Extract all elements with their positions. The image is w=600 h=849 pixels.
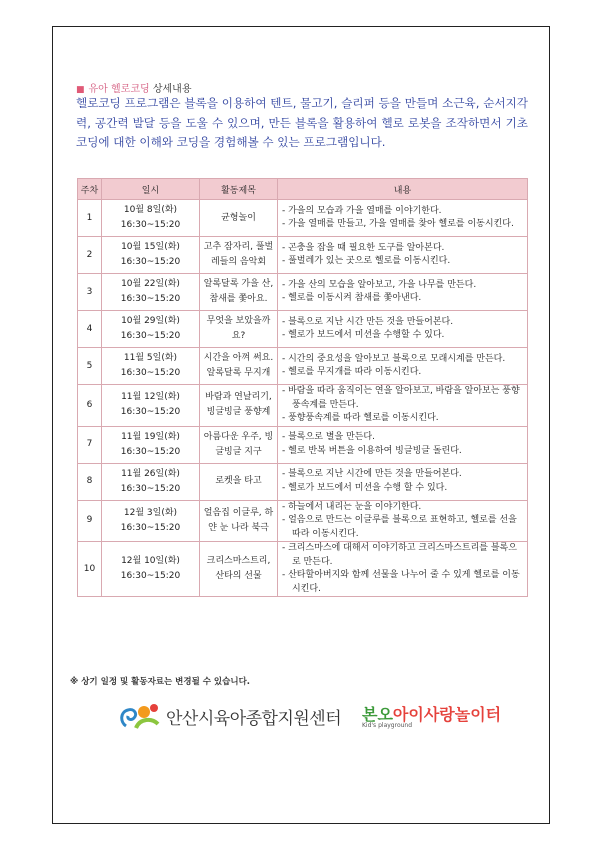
- activity-title: 얼음집 이글루, 하얀 눈 나라 북극: [203, 507, 274, 533]
- org-name: 안산시육아종합지원센터: [166, 709, 342, 729]
- activity-title: 아름다운 우주, 빙글빙글 지구: [203, 431, 274, 457]
- cell-week: [78, 426, 102, 463]
- week-number: 8: [86, 476, 93, 486]
- session-date: 10월 29일(화): [121, 316, 180, 326]
- session-time: 16:30~15:20: [120, 294, 181, 304]
- cell-datetime: [102, 385, 200, 427]
- title-rest: 상세내용: [152, 84, 192, 95]
- cell-week: [78, 274, 102, 311]
- content-line: - 가을의 모습과 가을 열매를 이야기한다.: [282, 205, 442, 216]
- cell-content: [278, 237, 528, 274]
- table-row: [78, 542, 528, 597]
- center-logo-icon: [118, 700, 162, 732]
- cell-activity-title: [200, 500, 278, 542]
- week-number: 10: [83, 563, 96, 574]
- cell-activity-title: [200, 200, 278, 237]
- session-date: 11월 5일(화): [123, 353, 178, 363]
- cell-datetime: [102, 237, 200, 274]
- content-line: - 풍향풍속계를 따라 헬로를 이동시킨다.: [282, 413, 439, 423]
- cell-activity-title: [200, 542, 278, 597]
- content-line: - 블록으로 지난 시간 만든 것을 만들어본다.: [282, 316, 454, 327]
- cell-activity-title: [200, 385, 278, 427]
- cell-datetime: [102, 426, 200, 463]
- week-number: 4: [86, 323, 93, 334]
- session-time: 16:30~15:20: [120, 483, 181, 494]
- content-line: - 얼음으로 만드는 이글루를 블록으로 표현하고, 헬로를 선을 따라 이동시킨다.: [282, 515, 517, 539]
- cell-content: [278, 200, 528, 237]
- activity-title: 시간을 아껴 써요. 알록달록 무지개: [203, 353, 274, 378]
- cell-datetime: [102, 348, 200, 385]
- header-week: 주차: [78, 179, 102, 200]
- content-line: - 헬로가 보드에서 미션을 수행할 수 있다.: [282, 330, 445, 340]
- session-time: 16:30~15:20: [120, 522, 181, 533]
- session-date: 12월 10일(화): [121, 556, 180, 566]
- session-date: 11월 19일(화): [121, 431, 180, 442]
- content-line: - 바람을 따라 움직이는 연을 알아보고, 바람을 알아보는 풍향풍속계를 만든다.: [282, 386, 520, 410]
- week-number: 6: [86, 399, 93, 410]
- content-line: - 헬로를 이동시켜 참새를 쫓아낸다.: [282, 293, 422, 303]
- brand-name: 본오아이사랑놀이터: [362, 705, 502, 724]
- table-row: [78, 385, 528, 427]
- cell-activity-title: [200, 348, 278, 385]
- session-date: 10월 22일(화): [121, 279, 180, 289]
- cell-content: [278, 274, 528, 311]
- activity-title: 바람과 연날리기, 빙글빙글 풍향계: [205, 392, 272, 418]
- content-line: - 가을 열매를 만들고, 가을 열매를 찾아 헬로를 이동시킨다.: [282, 219, 514, 229]
- header-title: 활동제목: [200, 179, 278, 200]
- table-header-row: [78, 179, 528, 200]
- cell-week: [78, 237, 102, 274]
- cell-datetime: [102, 200, 200, 237]
- session-time: 16:30~15:20: [120, 368, 181, 378]
- schedule-table: [77, 178, 528, 597]
- table-row: [78, 200, 528, 237]
- table-row: [78, 274, 528, 311]
- week-number: 5: [86, 360, 93, 371]
- cell-content: [278, 542, 528, 597]
- cell-datetime: [102, 500, 200, 542]
- cell-content: [278, 311, 528, 348]
- week-number: 2: [86, 249, 93, 260]
- content-line: - 가을 산의 모습을 알아보고, 가을 나무를 만든다.: [282, 279, 477, 290]
- content-line: - 헬로 반복 버튼을 이용하여 빙글빙글 돌린다.: [282, 445, 462, 456]
- cell-week: [78, 200, 102, 237]
- session-time: 16:30~15:20: [120, 331, 181, 341]
- table-row: [78, 463, 528, 500]
- brand-playground: 아이사랑놀이터: [392, 705, 502, 724]
- content-line: - 산타할아버지와 함께 선물을 나누어 줄 수 있게 헬로를 이동시킨다.: [282, 570, 520, 594]
- session-time: 16:30~15:20: [120, 407, 181, 418]
- change-notice: ※ 상기 일정 및 활동자료는 변경될 수 있습니다.: [70, 677, 251, 687]
- cell-activity-title: [200, 274, 278, 311]
- week-number: 9: [86, 515, 93, 526]
- cell-content: [278, 463, 528, 500]
- cell-datetime: [102, 463, 200, 500]
- session-date: 11월 12일(화): [121, 392, 180, 403]
- content-line: - 헬로를 무지개를 따라 이동시킨다.: [282, 367, 422, 377]
- cell-content: [278, 500, 528, 542]
- week-number: 3: [86, 286, 93, 297]
- activity-title: 고추 잠자리, 풀벌레들의 음악회: [203, 242, 274, 267]
- table-row: [78, 311, 528, 348]
- content-line: - 곤충을 잡을 때 필요한 도구를 알아본다.: [282, 242, 445, 253]
- session-time: 16:30~15:20: [120, 220, 181, 230]
- content-line: - 하늘에서 내리는 눈을 이야기한다.: [282, 501, 422, 512]
- intro-paragraph: 헬로코딩 프로그램은 블록을 이용하여 텐트, 물고기, 슬리퍼 등을 만들며 소근육, 순서지각력, 공간력 발달 등을 도울 수 있으며, 만든 블록을 활용하여 헬로 로봇을 조작하면서 기초코딩에 대한 이해와 코딩을 경험해볼 수 있는 프로그램입니다.: [76, 96, 528, 149]
- cell-content: [278, 426, 528, 463]
- section-title: [76, 80, 191, 95]
- session-time: 16:30~15:20: [120, 446, 181, 457]
- session-date: 10월 8일(화): [123, 205, 178, 215]
- table-row: [78, 500, 528, 542]
- content-line: - 시간의 중요성을 알아보고 블록으로 모래시계를 만든다.: [282, 353, 506, 364]
- header-date: 일시: [102, 179, 200, 200]
- content-line: - 풀벌레가 있는 곳으로 헬로를 이동시킨다.: [282, 256, 451, 266]
- session-date: 11월 26일(화): [121, 468, 180, 479]
- week-number: 7: [86, 439, 93, 449]
- content-line: - 블록으로 별을 만든다.: [282, 432, 375, 442]
- session-date: 10월 15일(화): [121, 242, 180, 252]
- header-content: 내용: [278, 179, 528, 200]
- cell-datetime: [102, 542, 200, 597]
- cell-activity-title: [200, 426, 278, 463]
- cell-week: [78, 385, 102, 427]
- cell-week: [78, 542, 102, 597]
- session-time: 16:30~15:20: [120, 257, 181, 267]
- square-bullet-icon: ■: [76, 85, 85, 95]
- table-row: [78, 426, 528, 463]
- content-line: - 헬로가 보드에서 미션을 수행 할 수 있다.: [282, 482, 448, 493]
- cell-week: [78, 463, 102, 500]
- cell-content: [278, 385, 528, 427]
- cell-datetime: [102, 274, 200, 311]
- cell-activity-title: [200, 463, 278, 500]
- table-row: [78, 237, 528, 274]
- table-row: [78, 348, 528, 385]
- footer-logo: [118, 700, 508, 734]
- cell-week: [78, 311, 102, 348]
- content-line: - 블록으로 지난 시간에 만든 것을 만들어본다.: [282, 469, 462, 479]
- cell-activity-title: [200, 311, 278, 348]
- activity-title: 로켓을 타고: [215, 476, 262, 486]
- activity-title: 알록달록 가을 산, 참새를 쫓아요.: [203, 279, 274, 304]
- cell-datetime: [102, 311, 200, 348]
- cell-content: [278, 348, 528, 385]
- activity-title: 무엇을 보았을까요?: [206, 316, 271, 341]
- session-time: 16:30~15:20: [120, 571, 181, 581]
- activity-title: 균형놀이: [221, 212, 256, 223]
- content-line: - 크리스마스에 대해서 이야기하고 크리스마스트리를 블록으로 만든다.: [282, 543, 517, 567]
- activity-title: 크리스마스트리, 산타의 선물: [206, 556, 271, 581]
- title-highlight: 유아 헬로코딩: [88, 84, 150, 95]
- cell-week: [78, 348, 102, 385]
- brand-subtitle: Kid's playground: [362, 722, 413, 729]
- cell-week: [78, 500, 102, 542]
- session-date: 12월 3일(화): [123, 507, 178, 518]
- cell-activity-title: [200, 237, 278, 274]
- week-number: 1: [86, 212, 93, 223]
